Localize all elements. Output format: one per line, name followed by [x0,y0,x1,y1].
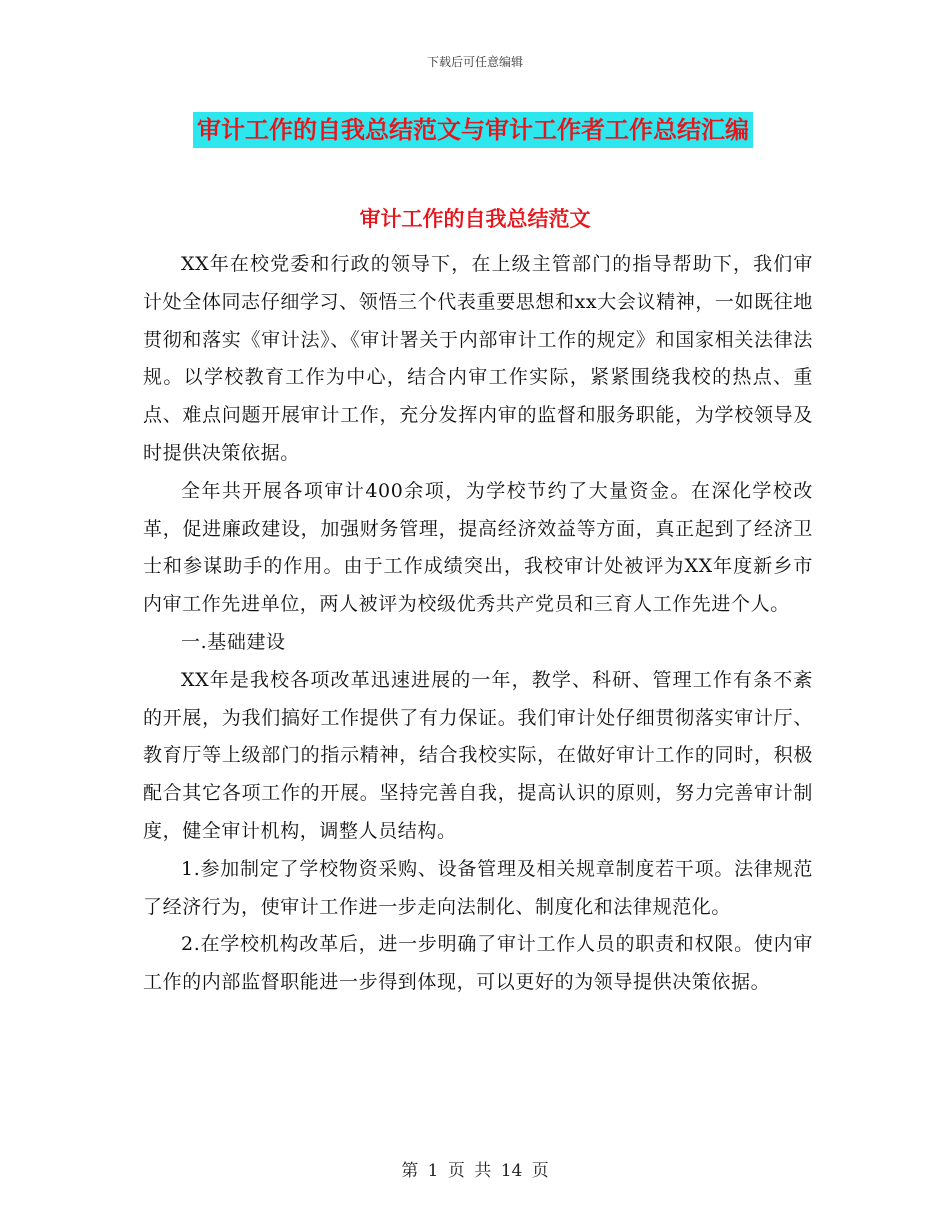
document-title: 审计工作的自我总结范文与审计工作者工作总结汇编 [193,112,753,148]
paragraph-intro: XX年在校党委和行政的领导下，在上级主管部门的指导帮助下，我们审计处全体同志仔细学习、领悟三个代表重要思想和xx大会议精神，一如既往地贯彻和落实《审计法》、《审计署关于内部审计工作的规定》和国家相关法律法规。以学校教育工作为中心，结合内审工作实际，紧紧围绕我校的热点、重点、难点问题开展审计工作，充分发挥内审的监督和服务职能，为学校领导及时提供决策依据。 [143,253,813,464]
page-number-footer: 第 1 页 共 14 页 [401,1161,549,1181]
document-body [143,246,813,1002]
paragraph-achievements: 全年共开展各项审计400余项，为学校节约了大量资金。在深化学校改革，促进廉政建设，加强财务管理，提高经济效益等方面，真正起到了经济卫士和参谋助手的作用。由于工作成绩突出，我校审计处被评为XX年度新乡市内审工作先进单位，两人被评为校级优秀共产党员和三育人工作先进个人。 [143,479,813,616]
paragraph-reform: XX年是我校各项改革迅速进展的一年，教学、科研、管理工作有条不紊的开展，为我们搞好工作提供了有力保证。我们审计处仔细贯彻落实审计厅、教育厅等上级部门的指示精神，结合我校实际，在做好审计工作的同时，积极配合其它各项工作的开展。坚持完善自我，提高认识的原则，努力完善审计制度，健全审计机构，调整人员结构。 [143,668,813,842]
list-item-1: 1.参加制定了学校物资采购、设备管理及相关规章制度若干项。法律规范了经济行为，使审计工作进一步走向法制化、制度化和法律规范化。 [143,857,813,918]
subheading-infrastructure: 一.基础建设 [181,630,286,653]
section-title: 审计工作的自我总结范文 [359,207,591,231]
page-header-note: 下载后可任意编辑 [426,55,523,69]
list-item-2: 2.在学校机构改革后，进一步明确了审计工作人员的职责和权限。使内审工作的内部监督职能进一步得到体现，可以更好的为领导提供决策依据。 [143,933,813,994]
